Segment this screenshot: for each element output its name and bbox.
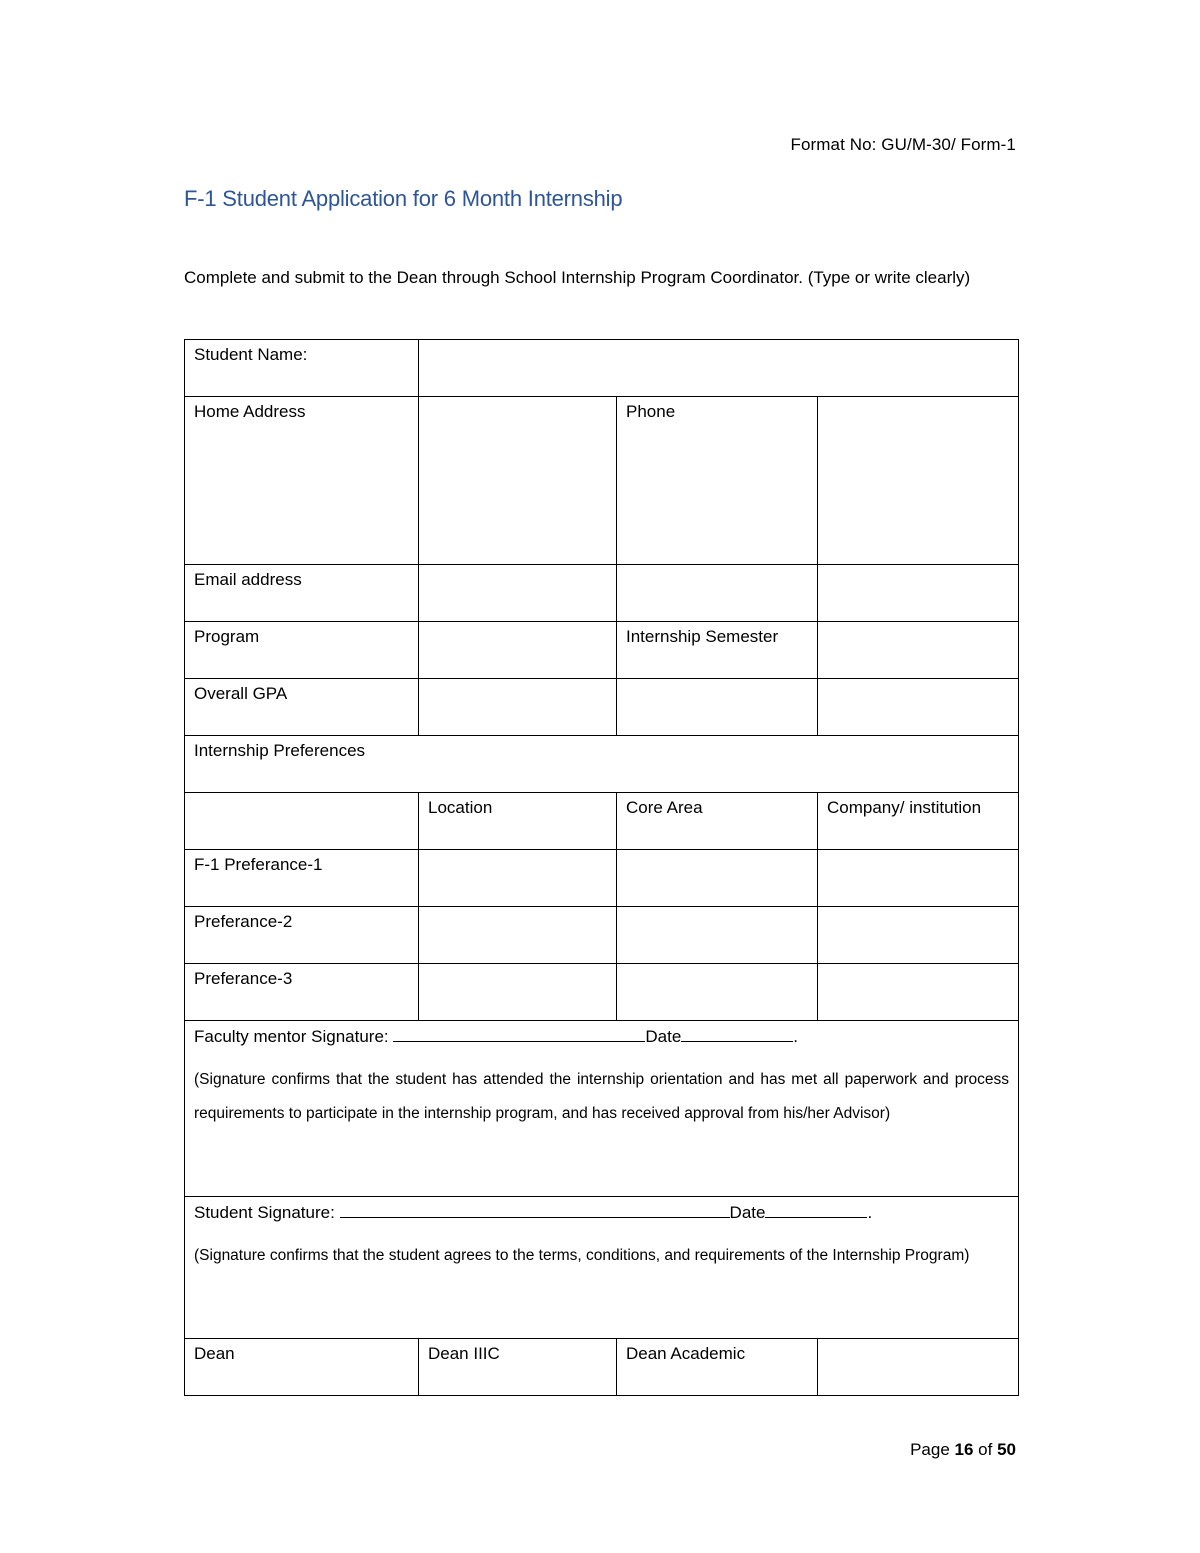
student-date-label: Date [729,1203,766,1222]
preference-1-core-area-field[interactable] [617,850,818,907]
preference-3-core-area-field[interactable] [617,964,818,1021]
approvals-blank-cell[interactable] [818,1339,1019,1396]
preference-2-label: Preferance-2 [185,907,419,964]
program-row [185,622,1019,679]
student-date-period: . [867,1203,873,1222]
phone-field[interactable] [818,397,1019,565]
gpa-field[interactable] [419,679,617,736]
location-header: Location [419,793,617,850]
faculty-signature-line[interactable] [393,1023,645,1042]
dean-cell[interactable]: Dean [185,1339,419,1396]
internship-semester-label: Internship Semester [617,622,818,679]
company-institution-header: Company/ institution [818,793,1019,850]
faculty-signature-note: (Signature confirms that the student has attended the internship orientation and has met all paperwork and process requirements to participate in the internship program, and has received approval from his/her Advisor) [194,1071,1010,1122]
home-address-field[interactable] [419,397,617,565]
preference-2-company-field[interactable] [818,907,1019,964]
faculty-date-line[interactable] [681,1023,793,1042]
email-field-3[interactable] [818,565,1019,622]
preference-1-label: F-1 Preferance-1 [185,850,419,907]
student-signature-cell [185,1197,1019,1339]
student-signature-line[interactable] [340,1199,730,1218]
page-word: Page [910,1440,955,1459]
email-label: Email address [185,565,419,622]
core-area-header: Core Area [617,793,818,850]
student-name-row [185,340,1019,397]
page-title: F-1 Student Application for 6 Month Internship [184,186,623,211]
preference-2-location-field[interactable] [419,907,617,964]
of-word: of [973,1440,998,1459]
gpa-field-2[interactable] [617,679,818,736]
preference-3-location-field[interactable] [419,964,617,1021]
student-name-label: Student Name: [185,340,419,397]
dean-academic-cell[interactable]: Dean Academic [617,1339,818,1396]
preference-row [185,964,1019,1021]
faculty-signature-cell [185,1021,1019,1197]
preference-1-company-field[interactable] [818,850,1019,907]
preferences-header-row [185,793,1019,850]
gpa-label: Overall GPA [185,679,419,736]
instructions-text: Complete and submit to the Dean through School Internship Program Coordinator. (Type or write clearly) [184,268,971,287]
application-form [184,339,1019,1396]
gpa-row [185,679,1019,736]
preference-2-core-area-field[interactable] [617,907,818,964]
faculty-signature-label: Faculty mentor Signature: [194,1027,394,1046]
preference-3-label: Preferance-3 [185,964,419,1021]
program-field[interactable] [419,622,617,679]
preference-1-location-field[interactable] [419,850,617,907]
dean-iiic-cell[interactable]: Dean IIIC [419,1339,617,1396]
student-signature-note: (Signature confirms that the student agrees to the terms, conditions, and requirements of the Internship Program) [194,1247,970,1264]
email-row [185,565,1019,622]
internship-preferences-row [185,736,1019,793]
approvals-row [185,1339,1019,1396]
phone-label: Phone [617,397,818,565]
home-address-row [185,397,1019,565]
email-field[interactable] [419,565,617,622]
student-signature-label: Student Signature: [194,1203,340,1222]
program-label: Program [185,622,419,679]
page-number [910,1440,1016,1460]
student-date-line[interactable] [765,1199,867,1218]
faculty-signature-row [185,1021,1019,1197]
faculty-date-label: Date [645,1027,682,1046]
preferences-header-blank [185,793,419,850]
email-field-2[interactable] [617,565,818,622]
faculty-date-period: . [793,1027,799,1046]
student-name-field[interactable] [419,340,1019,397]
preference-row [185,907,1019,964]
preference-row [185,850,1019,907]
preference-3-company-field[interactable] [818,964,1019,1021]
home-address-label: Home Address [185,397,419,565]
student-signature-row [185,1197,1019,1339]
internship-preferences-heading: Internship Preferences [185,736,1019,793]
page-total: 50 [997,1440,1016,1459]
format-number: Format No: GU/M-30/ Form-1 [790,135,1016,154]
page-current: 16 [954,1440,974,1459]
internship-semester-field[interactable] [818,622,1019,679]
gpa-field-3[interactable] [818,679,1019,736]
